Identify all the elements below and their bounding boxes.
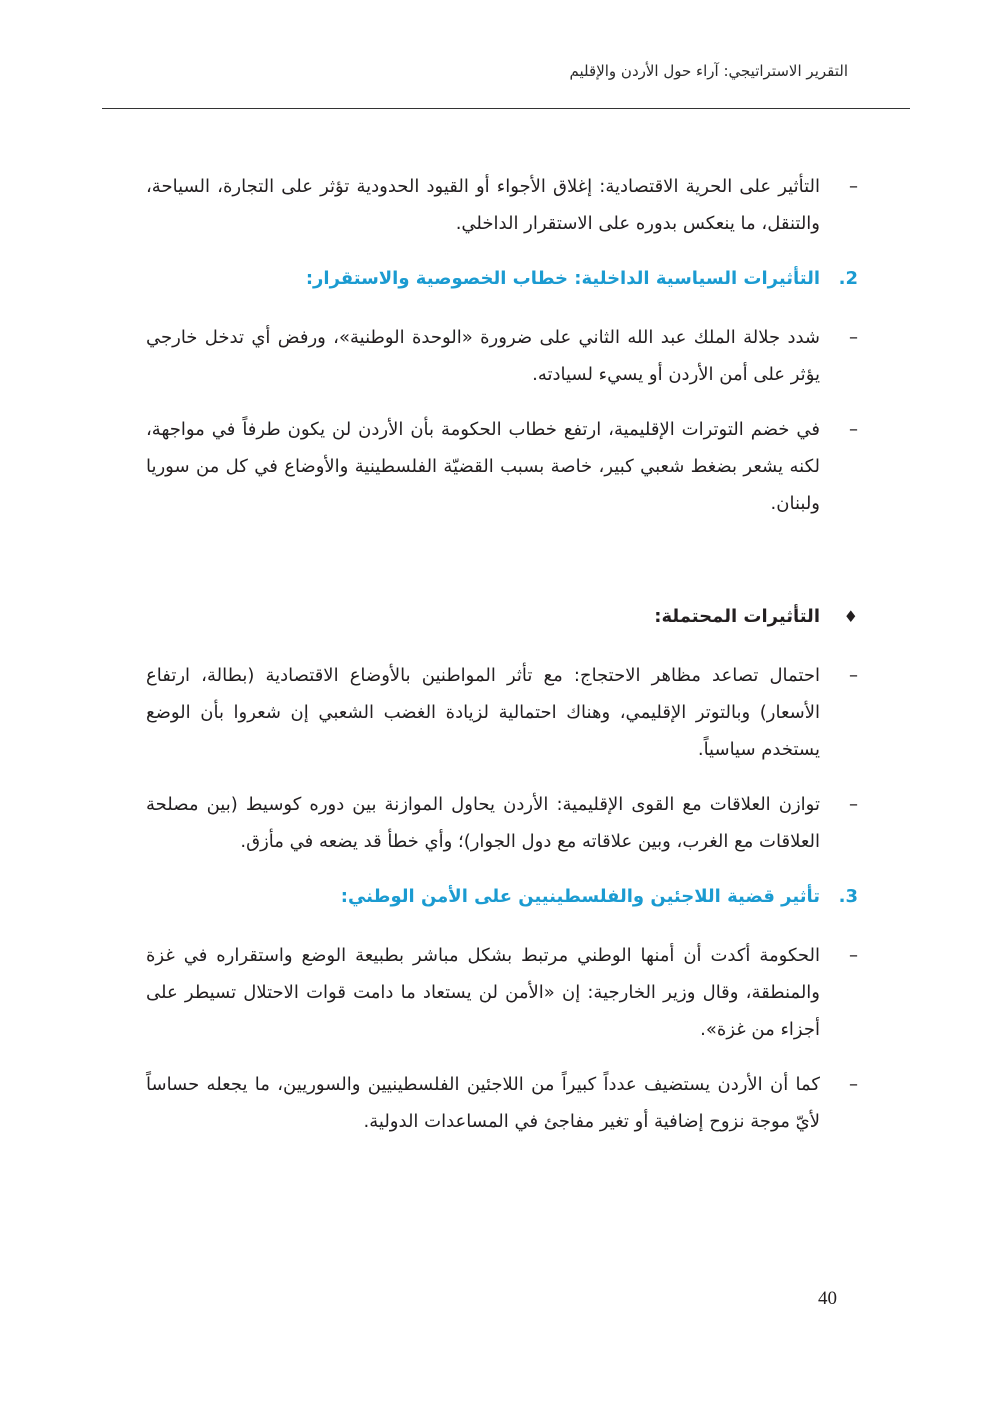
list-item	[146, 1066, 858, 1140]
section-heading-2	[146, 260, 858, 297]
bullet-text: كما أن الأردن يستضيف عدداً كبيراً من اللاجئين الفلسطينيين والسوريين، ما يجعله حساساً لأيّ موجة نزوح إضافية أو تغير مفاجئ في المساعدات الدولية.	[146, 1074, 820, 1132]
dash-bullet: –	[849, 794, 858, 815]
subheading-potential-effects	[146, 598, 858, 635]
section-title: تأثير قضية اللاجئين والفلسطينيين على الأمن الوطني:	[340, 886, 820, 907]
diamond-icon: ♦	[843, 607, 858, 626]
list-item	[146, 319, 858, 393]
section-number: .3	[838, 886, 858, 907]
header-divider	[102, 108, 910, 109]
list-item	[146, 411, 858, 522]
bullet-text: في خضم التوترات الإقليمية، ارتفع خطاب الحكومة بأن الأردن لن يكون طرفاً في مواجهة، لكنه يشعر بضغط شعبي كبير، خاصة بسبب القضيّة الفلسطينية والأوضاع في كل من سوريا ولبنان.	[146, 419, 820, 514]
list-item	[146, 657, 858, 768]
page-body	[146, 168, 858, 1158]
page-number: 40	[818, 1288, 837, 1309]
list-item	[146, 937, 858, 1048]
bullet-text: احتمال تصاعد مظاهر الاحتجاج: مع تأثر المواطنين بالأوضاع الاقتصادية (بطالة، ارتفاع الأسعار) وبالتوتر الإقليمي، وهناك احتمالية لزيادة الغضب الشعبي إن شعروا بأن الوضع يستخدم سياسياً.	[146, 665, 820, 760]
list-item	[146, 786, 858, 860]
dash-bullet: –	[849, 419, 858, 440]
dash-bullet: –	[849, 665, 858, 686]
dash-bullet: –	[849, 327, 858, 348]
section-heading-3	[146, 878, 858, 915]
dash-bullet: –	[849, 176, 858, 197]
dash-bullet: –	[849, 1074, 858, 1095]
bullet-text: توازن العلاقات مع القوى الإقليمية: الأردن يحاول الموازنة بين دوره كوسيط (بين مصلحة العلاقات مع الغرب، وبين علاقاته مع دول الجوار)؛ وأي خطأ قد يضعه في مأزق.	[146, 794, 820, 852]
section-number: .2	[838, 268, 858, 289]
running-header: التقرير الاستراتيجي: آراء حول الأردن والإقليم	[569, 62, 848, 80]
bullet-text: الحكومة أكدت أن أمنها الوطني مرتبط بشكل مباشر بطبيعة الوضع واستقراره في غزة والمنطقة، وقال وزير الخارجية: إن «الأمن لن يستعاد ما دامت قوات الاحتلال تسيطر على أجزاء من غزة».	[146, 945, 820, 1040]
subheading-text: التأثيرات المحتملة:	[654, 606, 820, 627]
bullet-text: التأثير على الحرية الاقتصادية: إغلاق الأجواء أو القيود الحدودية تؤثر على التجارة، السياحة، والتنقل، ما ينعكس بدوره على الاستقرار الداخلي.	[146, 176, 820, 234]
bullet-text: شدد جلالة الملك عبد الله الثاني على ضرورة «الوحدة الوطنية»، ورفض أي تدخل خارجي يؤثر على أمن الأردن أو يسيء لسيادته.	[146, 327, 820, 385]
section-title: التأثيرات السياسية الداخلية: خطاب الخصوصية والاستقرار:	[305, 268, 820, 289]
list-item	[146, 168, 858, 242]
dash-bullet: –	[849, 945, 858, 966]
